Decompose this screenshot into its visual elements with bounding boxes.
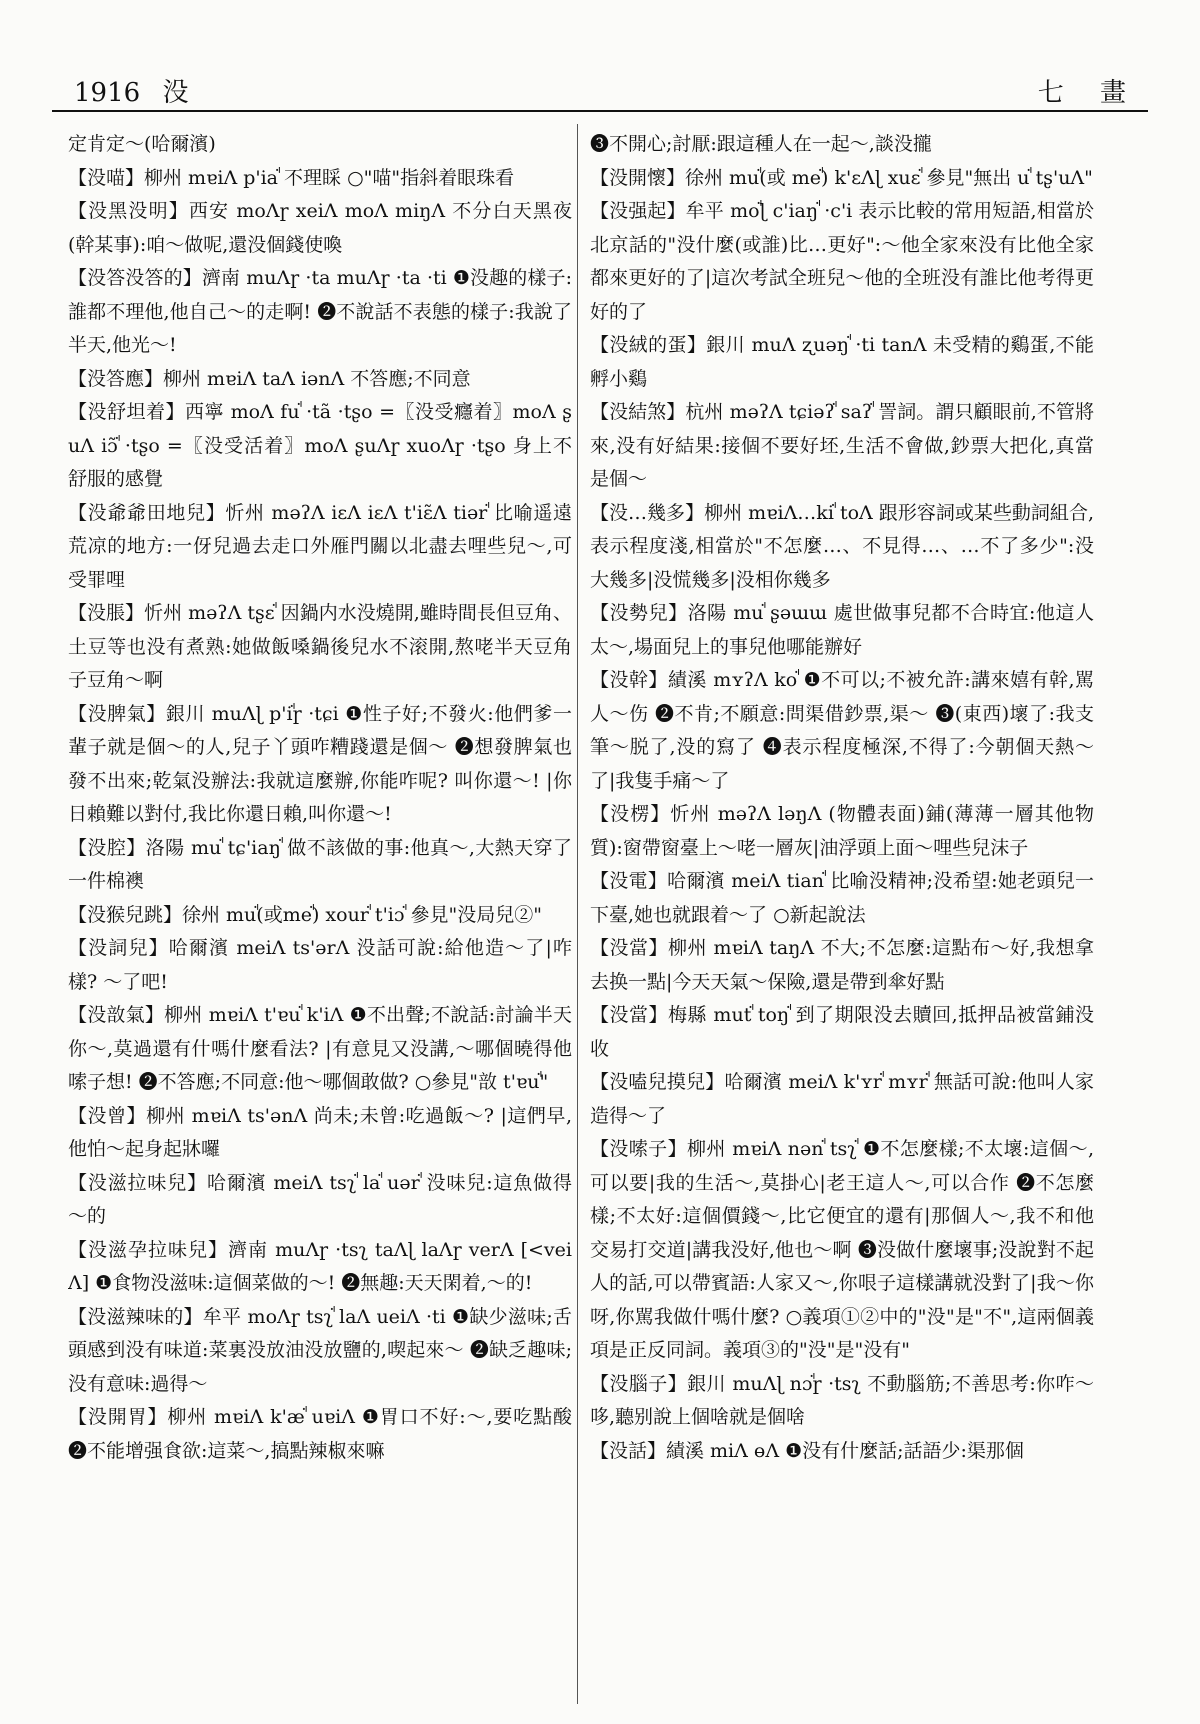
entry: 【没結煞】杭州 məʔɅ tɕiəʔꜗ saʔꜗ 詈詞。謂只顧眼前,不管將來,没有好結果:接個不要好坯,生活不會做,鈔票大把化,真當是個～ xyxy=(590,401,1094,490)
column-divider xyxy=(577,124,578,1704)
page-header xyxy=(52,70,1148,112)
entry: 【没答没答的】濟南 muɅɼ ·ta muɅɼ ·ta ·ti ❶没趣的樣子:誰都不理他,他自己～的走啊! ❷不說話不表態的樣子:我說了半天,他光～! xyxy=(68,267,572,356)
page-headword: 没 xyxy=(162,78,189,108)
entry: 【没當】柳州 mɐiɅ taŋɅ 不大;不怎麼:這點布～好,我想拿去换一點|今天天氣～保險,還是帶到傘好點 xyxy=(590,937,1094,993)
entry: 定肯定～(哈爾濱) xyxy=(68,133,216,155)
entry: 【没腦子】銀川 muɅɭ nɔꜗɼ ·tsʅ 不動腦筋;不善思考:你咋～哆,聽别說上個啥就是個啥 xyxy=(590,1372,1094,1428)
entry: 【没强起】牟平 moꜗɭ c'iaŋꜗ ·c'i 表示比較的常用短語,相當於北京話的"没什麼(或誰)比…更好":～他全家來没有比他全家都來更好的了|這次考試全班兒～他的全班没有誰比他考得更好的了 xyxy=(590,200,1094,323)
page-number: 1916 xyxy=(74,78,141,108)
entry: 【没猴兒跳】徐州 muꜗ(或meꜗ) xourꜗ t'iɔꜗ 參見"没局兒②" xyxy=(68,903,543,926)
entry: 【没楞】忻州 məʔɅ ləŋɅ (物體表面)鋪(薄薄一層其他物質):窗帶窗臺上～咾一層灰|油浮頭上面～哩些兒沫子 xyxy=(590,803,1094,859)
entry: 【没嗑兒摸兒】哈爾濱 meiɅ k'ʏrꜗ mʏrꜗ 無話可說:他叫人家造得～了 xyxy=(590,1071,1094,1127)
entry: 【没滋拉味兒】哈爾濱 meiɅ tsʅꜗ laꜗ uərꜗ 没味兒:這魚做得～的 xyxy=(68,1171,572,1227)
section-label: 七 畫 xyxy=(1037,78,1140,108)
entry: 【没爺爺田地兒】忻州 məʔɅ iɛɅ iɛɅ t'iɛ̃Ʌ tiərꜗ 比喻遥遠荒凉的地方:一伢兒過去走口外雁門關以北盡去哩些兒～,可受罪哩 xyxy=(68,501,572,591)
entry: 【没嗦子】柳州 mɐiɅ nənꜗ tsʅꜗ ❶不怎麼樣;不太壞:這個～,可以要|我的生活～,莫掛心|老王這人～,可以合作 ❷不怎麼樣;不太好:這個價錢～,比它便宜的還有|那個人～,我不和他交易打交道|講我没好,他也～啊 ❸没做什麼壞事;没說對不起人的話,可以帶賓語:人家又～,你哏子這樣講就没對了|我～你呀,你駡我做什嗎什麼? ○義項①②中的"没"是"不",這兩個義項是正反同詞。義項③的"没"是"没有" xyxy=(590,1138,1094,1361)
entry: 【没曾】柳州 mɐiɅ ts'ənɅ 尚未;未曾:吃過飯～? |這們早,他怕～起身起牀囉 xyxy=(68,1104,572,1160)
entry: 【没敨氣】柳州 mɐiɅ t'ɐuꜗ k'iɅ ❶不出聲;不說話:討論半天你～,莫過還有什嗎什麼看法? |有意見又没講,～哪個曉得他嗦子想! ❷不答應;不同意:他～哪個敢做? ○參見"敨 t'ɐuꜗ" xyxy=(68,1004,572,1093)
entry: 【没勢兒】洛陽 muꜗ ʂəɯɯ 處世做事兒都不合時宜:他這人太～,場面兒上的事兒他哪能辦好 xyxy=(590,602,1094,658)
entry: ❸不開心;討厭:跟這種人在一起～,談没攏 xyxy=(590,133,932,155)
entry: 【没當】梅縣 mutꜗ toŋꜗ 到了期限没去贖回,抵押品被當鋪没收 xyxy=(590,1004,1094,1060)
left-column xyxy=(68,128,572,1698)
entry: 【没幹】績溪 mʏʔɅ koꜗ ❶不可以;不被允許:講來嬉有幹,駡人～伤 ❷不肯;不願意:問渠借鈔票,渠～ ❸(東西)壞了:我支筆～脱了,没的寫了 ❹表示程度極深,不得了:今朝個天熱～了|我隻手痛～了 xyxy=(590,669,1094,792)
entry: 【没滋辣味的】牟平 moɅɼ tsʅꜗ laɅ ueiɅ ·ti ❶缺少滋味;舌頭感到没有味道:菜裏没放油没放鹽的,喫起來～ ❷缺乏趣味;没有意味:過得～ xyxy=(68,1305,572,1395)
entry: 【没詞兒】哈爾濱 meiɅ ts'ərɅ 没話可說:給他造～了|咋樣? ～了吧! xyxy=(68,937,572,993)
entry: 【没喵】柳州 mɐiɅ p'iaꜗ 不理睬 ○"喵"指斜着眼珠看 xyxy=(68,166,515,189)
entry: 【没開懷】徐州 muꜗ(或 meꜗ) k'ɛɅɭ xuɛꜗ 參見"無出 uꜗ tʂ'uɅ" xyxy=(590,166,1093,189)
entry: 【没脾氣】銀川 muɅɭ p'iꜗɼ ·tɕi ❶性子好;不發火:他們爹一輩子就是個～的人,兒子丫頭咋糟踐還是個～ ❷想發脾氣也發不出來;乾氣没辦法:我就這麼辦,你能咋呢? 叫你還～! |你日賴難以對付,我比你還日賴,叫你還～! xyxy=(68,702,572,825)
entry: 【没脹】忻州 məʔɅ tʂɛꜗ 因鍋内水没燒開,雖時間長但豆角、土豆等也没有煮熟:她做飯嗓鍋後兒水不滚開,熬咾半天豆角子豆角～啊 xyxy=(68,602,572,691)
right-column xyxy=(590,128,1094,1698)
entry: 【没黑没明】西安 moɅɼ xeiɅ moɅ miŋɅ 不分白天黑夜(幹某事):咱～做呢,還没個錢使喚 xyxy=(68,200,572,256)
entry: 【没答應】柳州 mɐiɅ taɅ iənɅ 不答應;不同意 xyxy=(68,367,471,390)
entry: 【没電】哈爾濱 meiɅ tianꜗ 比喻没精神;没希望:她老頭兒一下臺,她也就跟着～了 ○新起說法 xyxy=(590,870,1094,926)
entry: 【没話】績溪 miɅ ɵɅ ❶没有什麼話;話語少:渠那個 xyxy=(590,1439,1024,1462)
entry: 【没滋孕拉味兒】濟南 muɅɼ ·tsʅ taɅɭ laɅɼ verɅ [<veiɅ] ❶食物没滋味:這個菜做的～! ❷無趣:天天閑着,～的! xyxy=(68,1238,572,1294)
entry: 【没絨的蛋】銀川 muɅ ʐuəŋꜗ ·ti tanɅ 未受精的鷄蛋,不能孵小鷄 xyxy=(590,334,1094,390)
entry: 【没舒坦着】西寧 moɅ fuꜗ ·tã ·tʂo =〖没受癮着〗moɅ ʂuɅ iɔ̃ꜗ ·tʂo =〖没受活着〗moɅ ʂuɅɼ xuoɅɼ ·tʂo 身上不舒服的感覺 xyxy=(68,401,572,490)
entry: 【没開胃】柳州 mɐiɅ k'æꜗ uɐiɅ ❶胃口不好:～,要吃點酸 ❷不能增强食欲:這菜～,搞點辣椒來嘛 xyxy=(68,1406,572,1462)
entry: 【没…幾多】柳州 mɐiɅ…kiꜗ toɅ 跟形容詞或某些動詞組合,表示程度淺,相當於"不怎麼…、不見得…、…不了多少":没大幾多|没慌幾多|没相你幾多 xyxy=(590,501,1094,591)
entry: 【没腔】洛陽 muꜗ tɕ'iaŋꜗ 做不該做的事:他真～,大熱天穿了一件棉襖 xyxy=(68,836,572,892)
